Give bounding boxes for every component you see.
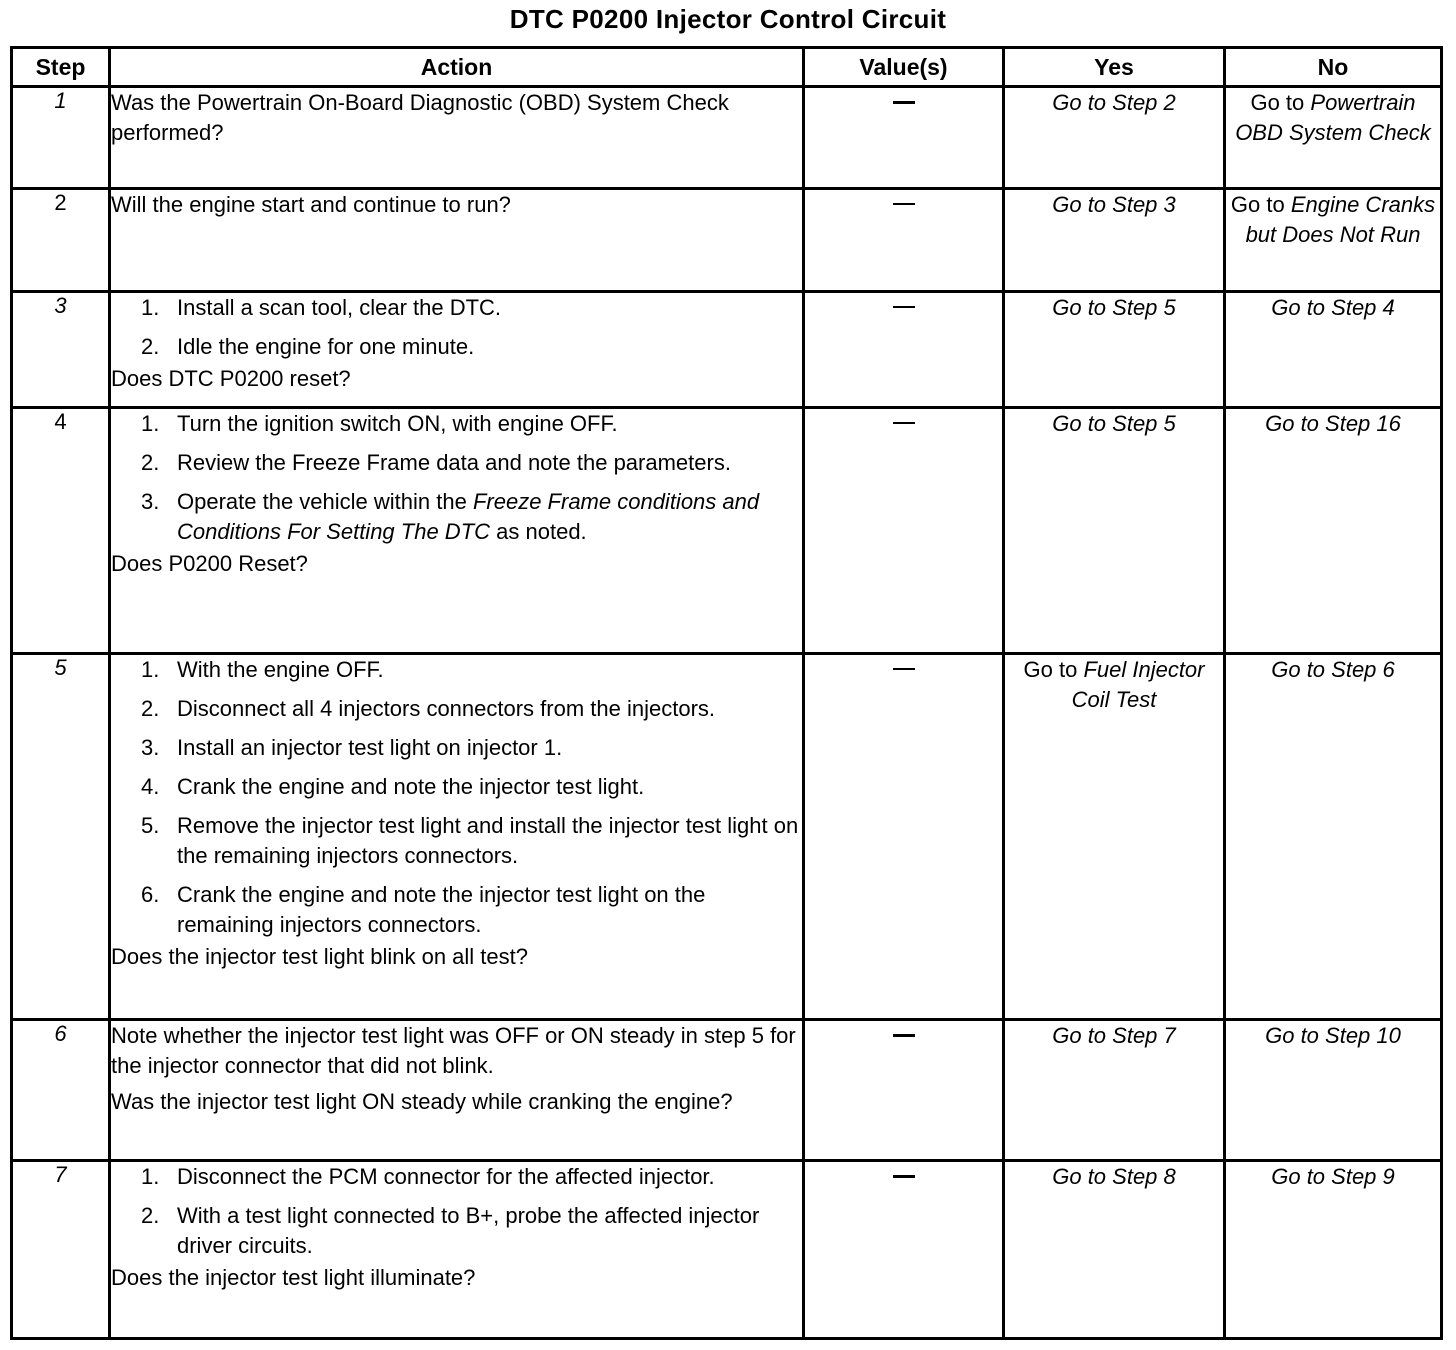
- yes-link[interactable]: Go to Step 5: [1052, 411, 1176, 436]
- diagnostic-table: [10, 46, 1443, 1340]
- action-step: 1. Install a scan tool, clear the DTC.: [141, 295, 502, 320]
- yes-link[interactable]: Go to Step 3: [1052, 192, 1176, 217]
- header-yes: Yes: [1004, 48, 1225, 87]
- action-steps: [111, 293, 802, 362]
- table-row: [12, 1161, 1442, 1339]
- header-step: Step: [12, 48, 110, 87]
- no-link[interactable]: Go to Step 10: [1265, 1023, 1401, 1048]
- table-row: [12, 1020, 1442, 1161]
- yes-cell: [1004, 87, 1225, 189]
- no-prefix: Go to: [1250, 90, 1305, 115]
- no-cell: [1225, 654, 1442, 1020]
- no-cell: [1225, 87, 1442, 189]
- no-cell: [1225, 292, 1442, 408]
- freeze-frame-reference[interactable]: Freeze Frame conditions and Conditions For Setting The DTC: [177, 489, 760, 544]
- action-step: 3. Install an injector test light on injector 1.: [141, 735, 563, 760]
- action-step: 1. With the engine OFF.: [141, 657, 384, 682]
- value-cell: [804, 87, 1004, 189]
- action-cell: [110, 1161, 804, 1339]
- yes-cell: [1004, 292, 1225, 408]
- table-row: [12, 189, 1442, 292]
- action-question: Will the engine start and continue to run?: [111, 192, 511, 217]
- no-cell: [1225, 408, 1442, 654]
- action-cell: [110, 189, 804, 292]
- action-step: 2. Disconnect all 4 injectors connectors from the injectors.: [141, 696, 716, 721]
- header-no: No: [1225, 48, 1442, 87]
- value-dash: [893, 306, 915, 308]
- table-row: [12, 292, 1442, 408]
- action-question: Does DTC P0200 reset?: [111, 366, 351, 391]
- action-note: Note whether the injector test light was OFF or ON steady in step 5 for the injector connector that did not blink.: [111, 1023, 796, 1078]
- action-steps: [111, 655, 802, 940]
- step-number: 3: [12, 292, 110, 408]
- yes-link[interactable]: Fuel Injector Coil Test: [1071, 657, 1205, 712]
- step-number: 5: [12, 654, 110, 1020]
- no-link[interactable]: Go to Step 16: [1265, 411, 1401, 436]
- yes-link[interactable]: Go to Step 2: [1052, 90, 1176, 115]
- value-cell: [804, 654, 1004, 1020]
- value-cell: [804, 408, 1004, 654]
- header-action: Action: [110, 48, 804, 87]
- value-cell: [804, 1161, 1004, 1339]
- action-step: 6. Crank the engine and note the injector test light on the remaining injectors connectors.: [141, 882, 706, 937]
- action-question: Was the Powertrain On-Board Diagnostic (OBD) System Check performed?: [111, 90, 729, 145]
- action-cell: [110, 654, 804, 1020]
- value-cell: [804, 292, 1004, 408]
- step-text: Operate the vehicle within the: [177, 489, 467, 514]
- yes-cell: [1004, 1020, 1225, 1161]
- yes-link[interactable]: Go to Step 5: [1052, 295, 1176, 320]
- action-question: Does the injector test light illuminate?: [111, 1265, 476, 1290]
- action-cell: [110, 1020, 804, 1161]
- action-cell: [110, 292, 804, 408]
- action-question: Does the injector test light blink on all test?: [111, 944, 529, 969]
- yes-link[interactable]: Go to Step 7: [1052, 1023, 1176, 1048]
- value-dash: [893, 1175, 915, 1178]
- action-step: 3. Operate the vehicle within the Freeze Frame conditions and Conditions For Setting The DTC as noted.: [141, 489, 760, 544]
- no-link[interactable]: Go to Step 4: [1271, 295, 1395, 320]
- value-dash: [893, 101, 915, 104]
- no-cell: [1225, 1161, 1442, 1339]
- action-step: 2. Idle the engine for one minute.: [141, 334, 475, 359]
- action-step: 1. Turn the ignition switch ON, with engine OFF.: [141, 411, 618, 436]
- yes-link[interactable]: Go to Step 8: [1052, 1164, 1176, 1189]
- action-cell: [110, 87, 804, 189]
- yes-prefix: Go to: [1023, 657, 1078, 682]
- action-step: 2. Review the Freeze Frame data and note the parameters.: [141, 450, 731, 475]
- action-question: Does P0200 Reset?: [111, 551, 308, 576]
- yes-cell: [1004, 408, 1225, 654]
- step-number: 2: [12, 189, 110, 292]
- no-link[interactable]: Powertrain OBD System Check: [1235, 90, 1431, 145]
- action-step: 2. With a test light connected to B+, probe the affected injector driver circuits.: [141, 1203, 760, 1258]
- action-steps: [111, 1162, 802, 1261]
- no-link[interactable]: Engine Cranks but Does Not Run: [1245, 192, 1436, 247]
- value-dash: [893, 668, 915, 670]
- page-title: DTC P0200 Injector Control Circuit: [509, 4, 947, 34]
- table-row: [12, 654, 1442, 1020]
- yes-cell: [1004, 1161, 1225, 1339]
- value-dash: [893, 203, 915, 205]
- yes-cell: [1004, 189, 1225, 292]
- action-steps: [111, 409, 802, 547]
- value-cell: [804, 189, 1004, 292]
- no-link[interactable]: Go to Step 6: [1271, 657, 1395, 682]
- step-number: 1: [12, 87, 110, 189]
- value-cell: [804, 1020, 1004, 1161]
- no-cell: [1225, 1020, 1442, 1161]
- value-dash: [893, 422, 915, 424]
- action-question: Was the injector test light ON steady while cranking the engine?: [111, 1089, 733, 1114]
- header-values: Value(s): [804, 48, 1004, 87]
- action-step: 5. Remove the injector test light and install the injector test light on the remaining injectors connectors.: [141, 813, 799, 868]
- table-row: [12, 87, 1442, 189]
- yes-cell: [1004, 654, 1225, 1020]
- action-cell: [110, 408, 804, 654]
- step-number: 7: [12, 1161, 110, 1339]
- step-number: 4: [12, 408, 110, 654]
- step-text: as noted.: [496, 519, 587, 544]
- table-row: [12, 408, 1442, 654]
- value-dash: [893, 1034, 915, 1037]
- no-link[interactable]: Go to Step 9: [1271, 1164, 1395, 1189]
- no-prefix: Go to: [1230, 192, 1285, 217]
- no-cell: [1225, 189, 1442, 292]
- header-row: [12, 48, 1442, 87]
- step-number: 6: [12, 1020, 110, 1161]
- action-step: 1. Disconnect the PCM connector for the affected injector.: [141, 1164, 715, 1189]
- action-step: 4. Crank the engine and note the injector test light.: [141, 774, 645, 799]
